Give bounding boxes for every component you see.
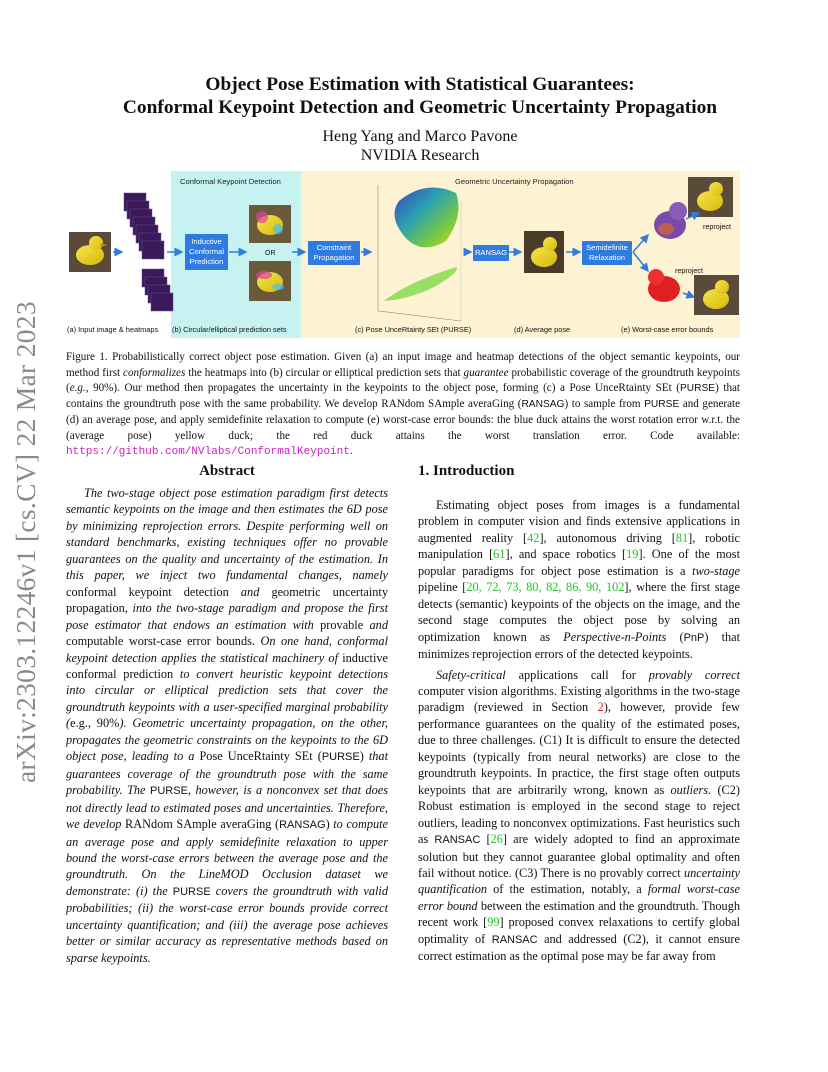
- box-inductive-conformal-prediction: Inductive Conformal Prediction: [185, 234, 228, 270]
- intro-text: computer vision algorithms. Existing algorithms in the two-stage paradigm (reviewed in Section: [418, 683, 740, 715]
- intro-text: (: [666, 629, 684, 644]
- subcaption-a: (a) Input image & heatmaps: [67, 325, 159, 334]
- arxiv-stamp: arXiv:2303.12246v1 [cs.CV] 22 Mar 2023: [10, 301, 41, 783]
- abstract-purse: PURSE: [150, 785, 188, 798]
- caption-text: Figure 1. Probabilistically correct object pose estimation. Given (a) an input image and heatmap detections of the object semantic keypoints, our method first: [66, 351, 740, 379]
- intro-text: ) that minimizes reprojection errors of the detected keypoints.: [418, 629, 741, 662]
- panel-conformal-label: Conformal Keypoint Detection: [180, 177, 281, 186]
- caption-emphasis: guarantee: [463, 366, 509, 379]
- section-link[interactable]: 2: [597, 700, 604, 715]
- box-ransag: RANSAG: [473, 245, 509, 261]
- reprojected-duck-bottom: [694, 275, 739, 315]
- intro-text: ], and space robotics [: [505, 547, 627, 562]
- abstract-ransag: RANSAG: [279, 819, 326, 832]
- abstract-text: geometric uncertainty propagation,: [66, 584, 388, 616]
- intro-text: ), however, provide few performance guarantees on the quality of the estimated poses, due to three challenges. (C1) It is difficult to ensure the detected keypoints (typically from neural networks) are close to the groundtruth keypoints. In practice, the first stage often outputs keypoints that are arbitrarily wrong, known as: [418, 700, 740, 797]
- intro-emphasis: Safety-critical: [436, 667, 506, 682]
- box-constraint-propagation: Constraint Propagation: [308, 241, 360, 265]
- worst-rotation-duck: [654, 202, 687, 239]
- intro-heading: 1. Introduction: [418, 463, 515, 479]
- title-line-2: Conformal Keypoint Detection and Geometric Uncertainty Propagation: [122, 97, 718, 118]
- intro-text: ], where the first stage detects (semantic) keypoints of the objects on the image, and the second stage computes the object pose by solving an optimization known as: [418, 580, 741, 644]
- caption-emphasis: conformalizes: [123, 366, 186, 379]
- citation-link[interactable]: 61: [493, 547, 506, 562]
- or-label: OR: [265, 250, 276, 257]
- caption-text: , 90%). Our method then propagates the uncertainty in the keypoints to the object pose, forming (c) a Pose UnceRtainty SEt (: [85, 382, 680, 395]
- abstract-heading: Abstract: [199, 463, 255, 479]
- purse-3d-plot: [378, 185, 461, 321]
- citation-link[interactable]: 19: [626, 547, 639, 562]
- subcaption-b: (b) Circular/elliptical prediction sets: [172, 325, 287, 334]
- prediction-set-circle: [249, 205, 291, 243]
- caption-text: and generate (d) an average pose, and apply semidefinite relaxation to compute (e) worst-case error bounds: the blue duck attains the worst rotation error w.r.t. the (average pose) yellow duck; the red duck attains the worst translation error. Code available:: [66, 398, 740, 442]
- intro-text: ] proposed convex relaxations to certify global optimality of: [418, 915, 740, 946]
- abstract-text: inductive conformal prediction: [66, 650, 388, 681]
- intro-text: . (C2) Robust estimation is employed in the second stage to reject outliers, leading to nonconvex optimizations. Fast heuristics such as: [418, 782, 740, 847]
- intro-text: [: [480, 832, 491, 847]
- average-pose-image: [524, 231, 564, 273]
- intro-emphasis: uncertainty quantification: [418, 865, 740, 897]
- subcaption-c: (c) Pose UnceRtainty SEt (PURSE): [355, 325, 472, 334]
- intro-text: between the estimation and the groundtruth. Though recent work [: [418, 898, 740, 930]
- caption-text: the heatmaps into (b) circular or elliptical prediction sets that: [185, 366, 464, 379]
- intro-emphasis: outliers: [670, 782, 709, 797]
- citation-link[interactable]: 42: [527, 530, 540, 545]
- input-image: [69, 232, 111, 272]
- title-line-1: Object Pose Estimation with Statistical Guarantees:: [205, 74, 635, 95]
- reproject-label-top: reproject: [703, 222, 731, 231]
- caption-ransag: RANSAG: [521, 399, 565, 411]
- intro-text: ] are widely adopted to find an approximate solution but they cannot guarantee global optimality and often fail without notice. (C3) There is no provably correct: [418, 832, 740, 880]
- intro-body: [418, 497, 740, 969]
- abstract-text: and: [228, 584, 272, 599]
- abstract-text: computable worst-case error bounds.: [66, 634, 255, 649]
- panel-geometric-label: Geometric Uncertainty Propagation: [455, 177, 574, 186]
- intro-paragraph-2: [418, 667, 740, 965]
- abstract-text: The two-stage object pose estimation paradigm first detects semantic keypoints on the image and then estimates the 6D pose by minimizing reprojection errors. Despite performing well on standard benchmarks, existing techniques offer no provable guarantees on the quality and uncertainty of the estimation. In this paper, we inject two fundamental changes, namely: [66, 486, 388, 583]
- caption-purse: PURSE: [644, 399, 680, 411]
- abstract-text: into the two-stage paradigm and propose the first pose estimator that endows an estimation with: [66, 601, 388, 632]
- abstract-text: to convert heuristic keypoint detections into circular or elliptical prediction sets that cover the groundtruth keypoints with a user-specified marginal probability (: [66, 666, 388, 731]
- affiliation: NVIDIA Research: [360, 147, 480, 164]
- subcaption-e: (e) Worst-case error bounds: [621, 325, 714, 334]
- intro-emphasis: provably correct: [648, 667, 740, 682]
- figure-1: [66, 171, 740, 338]
- abstract-text: covers the groundtruth with valid probabilities; (ii) the worst-case error bounds provide correct uncertainty quantification; and (iii) the average pose achieves better or similar accuracy as representative methods based on sparse keypoints.: [66, 883, 388, 965]
- abstract-text: conformal keypoint detection: [66, 584, 229, 599]
- intro-text: ], autonomous driving [: [539, 530, 676, 545]
- intro-ransac: RANSAC: [434, 834, 481, 847]
- abstract-text: ). Geometric uncertainty propagation, on the other, propagates the geometric constraints on the keypoints to the 6D object pose, leading to a: [66, 716, 388, 764]
- abstract-text: and: [363, 617, 388, 632]
- heatmap-stack-1: [124, 193, 164, 259]
- abstract-purse: PURSE: [172, 885, 211, 898]
- intro-text: ], robotic manipulation [: [418, 530, 740, 562]
- caption-text: ) to sample from: [564, 398, 645, 411]
- abstract-text: RANdom SAmple averaGing (: [125, 817, 280, 832]
- intro-emphasis: Perspective-n-Points: [563, 629, 667, 644]
- intro-text: applications call for: [505, 667, 649, 682]
- citation-link[interactable]: 20, 72, 73, 80, 82, 86, 90, 102: [466, 580, 625, 595]
- intro-text: pipeline [: [418, 580, 467, 595]
- figure-graphics: [66, 171, 740, 338]
- caption-text: .: [349, 445, 353, 458]
- box-semidefinite-relaxation: Semidefinite Relaxation: [582, 241, 632, 265]
- abstract-text: On one hand, conformal keypoint detection applies the statistical machinery of: [66, 634, 388, 665]
- abstract-text: ): [359, 749, 364, 764]
- intro-emphasis: two-stage: [692, 563, 740, 578]
- reprojected-duck-top: [688, 177, 733, 217]
- intro-pnp: PnP: [683, 631, 705, 644]
- prediction-set-ellipse: [249, 261, 291, 301]
- reproject-label-bottom: reproject: [675, 266, 703, 275]
- abstract-text: , however, is a nonconvex set that does not directly lead to estimated poses and uncertainties. Therefore, we develop: [66, 783, 389, 832]
- abstract-text: to compute an average pose and apply semidefinite relaxation to upper bound the worst-case errors between the average pose and the groundtruth. On the LineMOD Occlusion dataset we demonstrate: (i) the: [66, 817, 388, 898]
- heatmap-stack-2: [142, 269, 173, 311]
- abstract-text: that guarantees coverage of the groundtruth pose with the same probability. The: [66, 749, 388, 798]
- abstract-body: [66, 485, 388, 966]
- abstract-text: ): [325, 817, 330, 832]
- subcaption-d: (d) Average pose: [514, 325, 571, 334]
- authors: Heng Yang and Marco Pavone: [322, 128, 518, 145]
- abstract-text: provable: [320, 617, 364, 632]
- caption-text: ) that contains the groundtruth pose with the same probability. We develop RANdom SAmple averaGing (: [66, 382, 740, 411]
- figure-caption: [66, 350, 740, 461]
- intro-text: of the estimation, notably, a: [487, 882, 648, 897]
- intro-emphasis: formal worst-case error bound: [418, 882, 740, 913]
- abstract-purse: PURSE: [321, 751, 360, 764]
- abstract-text: e.g., 90%: [70, 716, 120, 731]
- code-link[interactable]: https://github.com/NVlabs/ConformalKeypoint: [66, 446, 350, 459]
- intro-text: ]. One of the most popular paradigms for object pose estimation is a: [418, 547, 740, 578]
- intro-paragraph-1: [418, 497, 740, 663]
- intro-ransac: RANSAC: [491, 933, 538, 946]
- abstract-text: Pose UnceRtainty SEt (: [199, 749, 322, 764]
- paper-title: [60, 73, 780, 119]
- intro-text: Estimating object poses from images is a fundamental problem in computer vision and finds extensive applications in augmented reality [: [418, 498, 740, 545]
- caption-purse: PURSE: [679, 383, 716, 395]
- caption-emphasis: e.g.: [69, 382, 86, 395]
- intro-text: and addressed (C2), it cannot ensure correct estimation as the optimal pose may be far away from: [418, 931, 740, 964]
- citation-link[interactable]: 81: [675, 530, 689, 545]
- caption-text: probabilistic coverage of the groundtruth keypoints (: [66, 366, 740, 395]
- citation-link[interactable]: 26: [490, 832, 503, 847]
- citation-link[interactable]: 99: [487, 915, 500, 930]
